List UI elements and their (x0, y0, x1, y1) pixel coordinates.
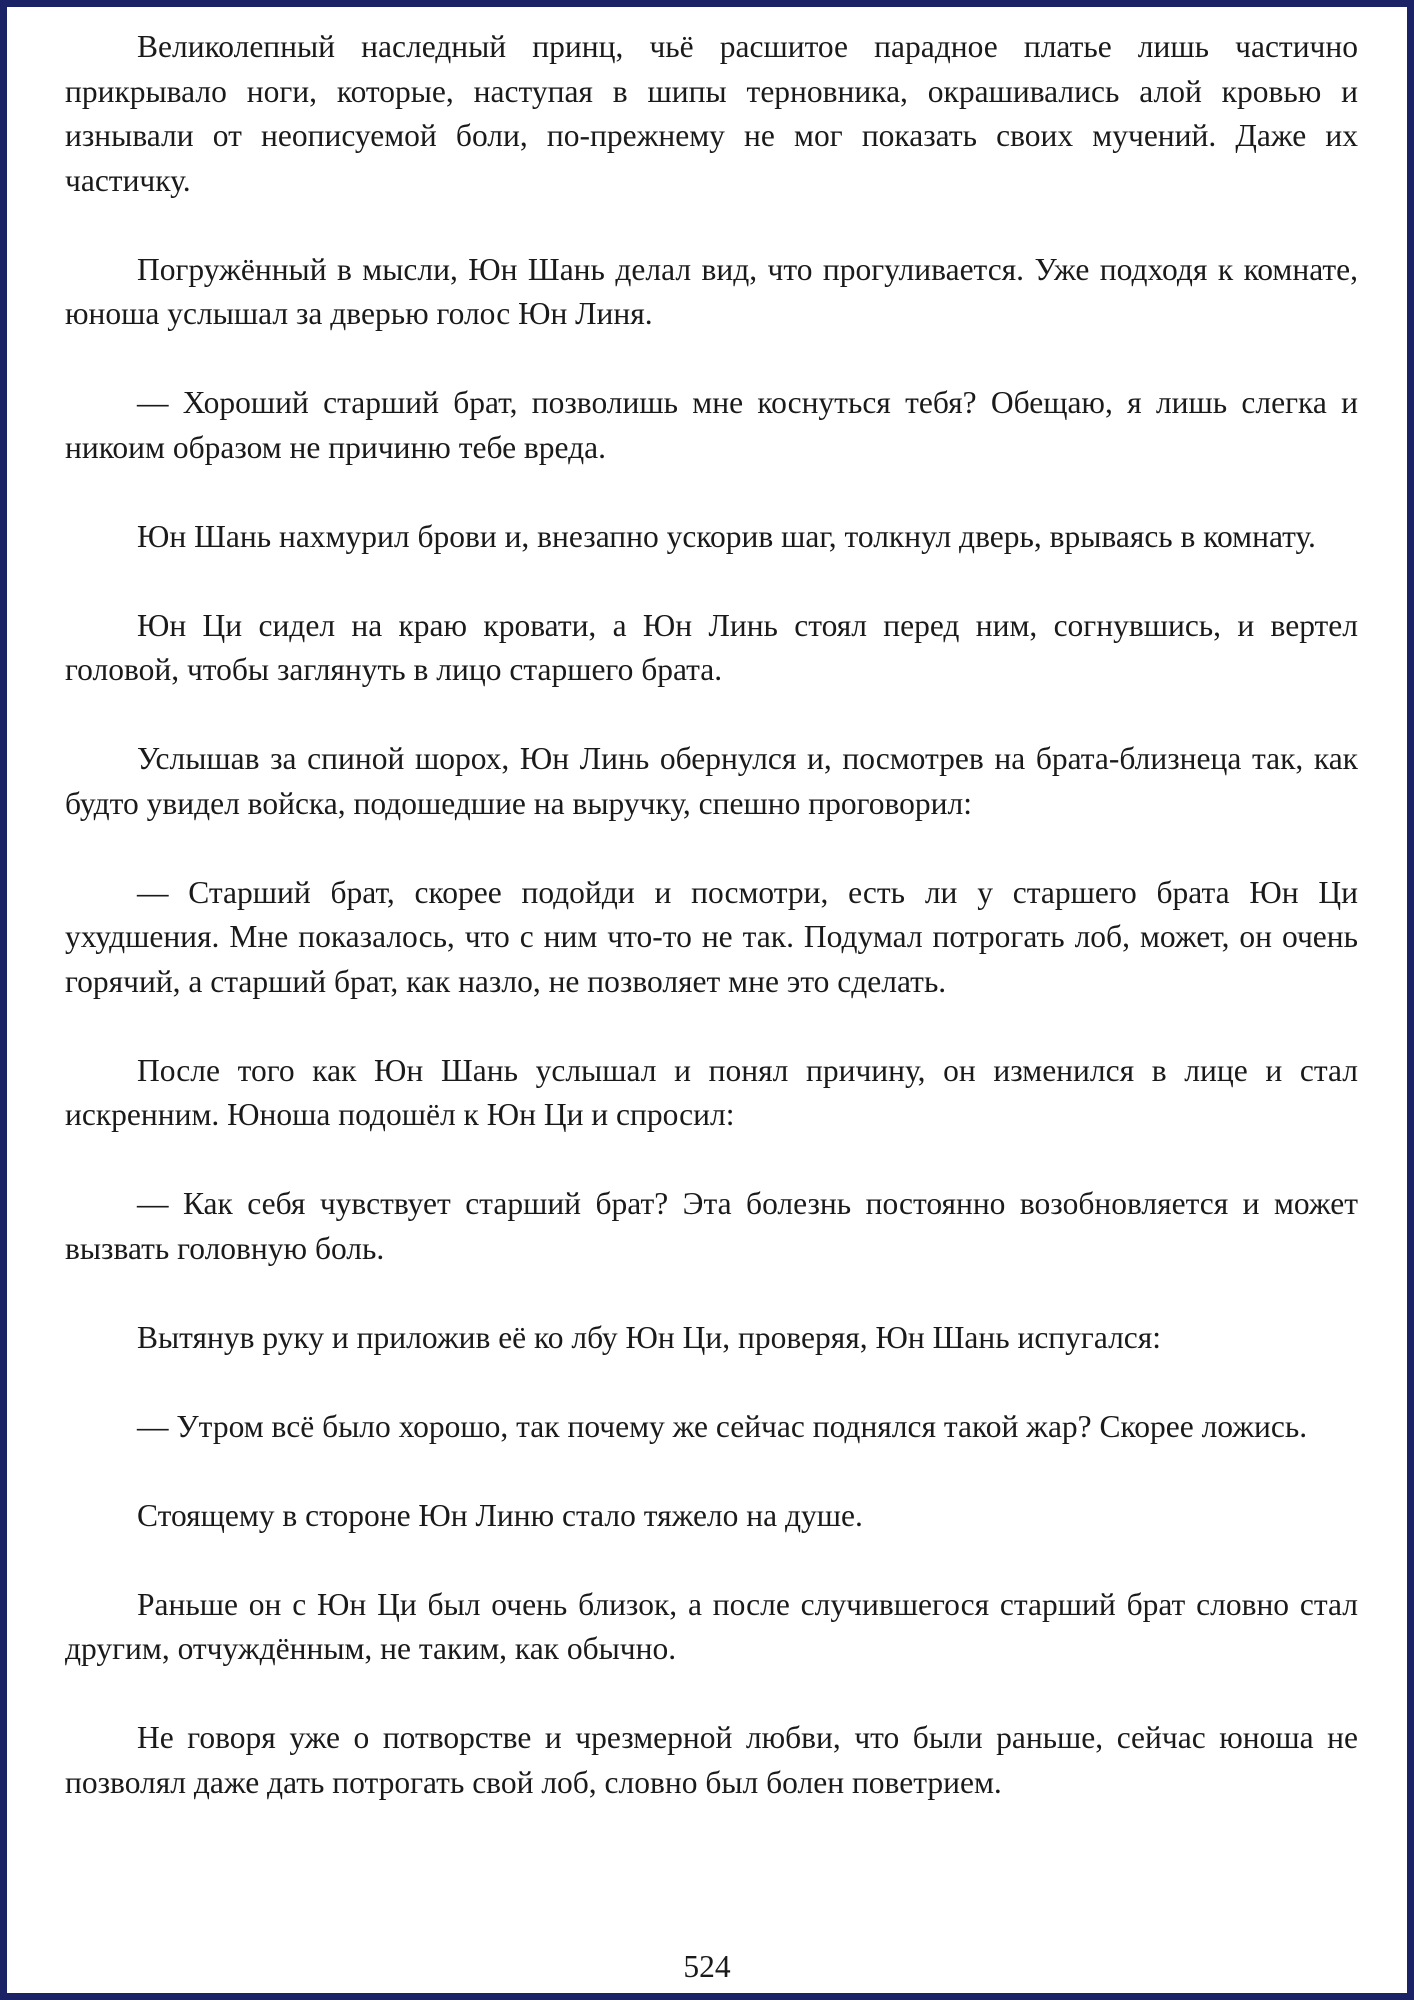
paragraph: — Утром всё было хорошо, так почему же сейчас поднялся такой жар? Скорее ложись. (137, 1408, 1308, 1444)
paragraph: — Хороший старший брат, позволишь мне коснуться тебя? Обещаю, я лишь слегка и никоим образом не причиню тебе вреда. (65, 385, 1358, 465)
paragraph: Вытянув руку и приложив её ко лбу Юн Ци, проверяя, Юн Шань испугался: (137, 1319, 1162, 1355)
paragraph: Не говоря уже о потворстве и чрезмерной любви, что были раньше, сейчас юноша не позволял даже дать потрогать свой лоб, словно был болен поветрием. (65, 1720, 1358, 1800)
paragraph: Погружённый в мысли, Юн Шань делал вид, что прогуливается. Уже подходя к комнате, юноша услышал за дверью голос Юн Линя. (65, 251, 1358, 331)
paragraph: — Как себя чувствует старший брат? Эта болезнь постоянно возобновляется и может вызвать головную боль. (65, 1186, 1358, 1266)
paragraph: После того как Юн Шань услышал и понял причину, он изменился в лице и стал искренним. Юноша подошёл к Юн Ци и спросил: (65, 1052, 1358, 1132)
paragraph: Раньше он с Юн Ци был очень близок, а после случившегося старший брат словно стал другим, отчуждённым, не таким, как обычно. (65, 1586, 1358, 1666)
page-number: 524 (683, 1949, 731, 1984)
paragraph: Стоящему в стороне Юн Линю стало тяжело на душе. (137, 1497, 863, 1533)
paragraph: Юн Шань нахмурил брови и, внезапно ускорив шаг, толкнул дверь, врываясь в комнату. (137, 518, 1316, 554)
page-body (65, 25, 1358, 1805)
paragraph: Юн Ци сидел на краю кровати, а Юн Линь стоял перед ним, согнувшись, и вертел головой, чтобы заглянуть в лицо старшего брата. (65, 607, 1358, 687)
paragraph: Великолепный наследный принц, чьё расшитое парадное платье лишь частично прикрывало ноги, которые, наступая в шипы терновника, окрашивались алой кровью и изнывали от неописуемой боли, по-прежнему не мог показать своих мучений. Даже их частичку. (65, 29, 1358, 198)
paragraph: Услышав за спиной шорох, Юн Линь обернулся и, посмотрев на брата-близнеца так, как будто увидел войска, подошедшие на выручку, спешно проговорил: (65, 741, 1358, 821)
paragraph: — Старший брат, скорее подойди и посмотри, есть ли у старшего брата Юн Ци ухудшения. Мне показалось, что с ним что-то не так. Подумал потрогать лоб, может, он очень горячий, а старший брат, как назло, не позволяет мне это сделать. (65, 874, 1358, 999)
